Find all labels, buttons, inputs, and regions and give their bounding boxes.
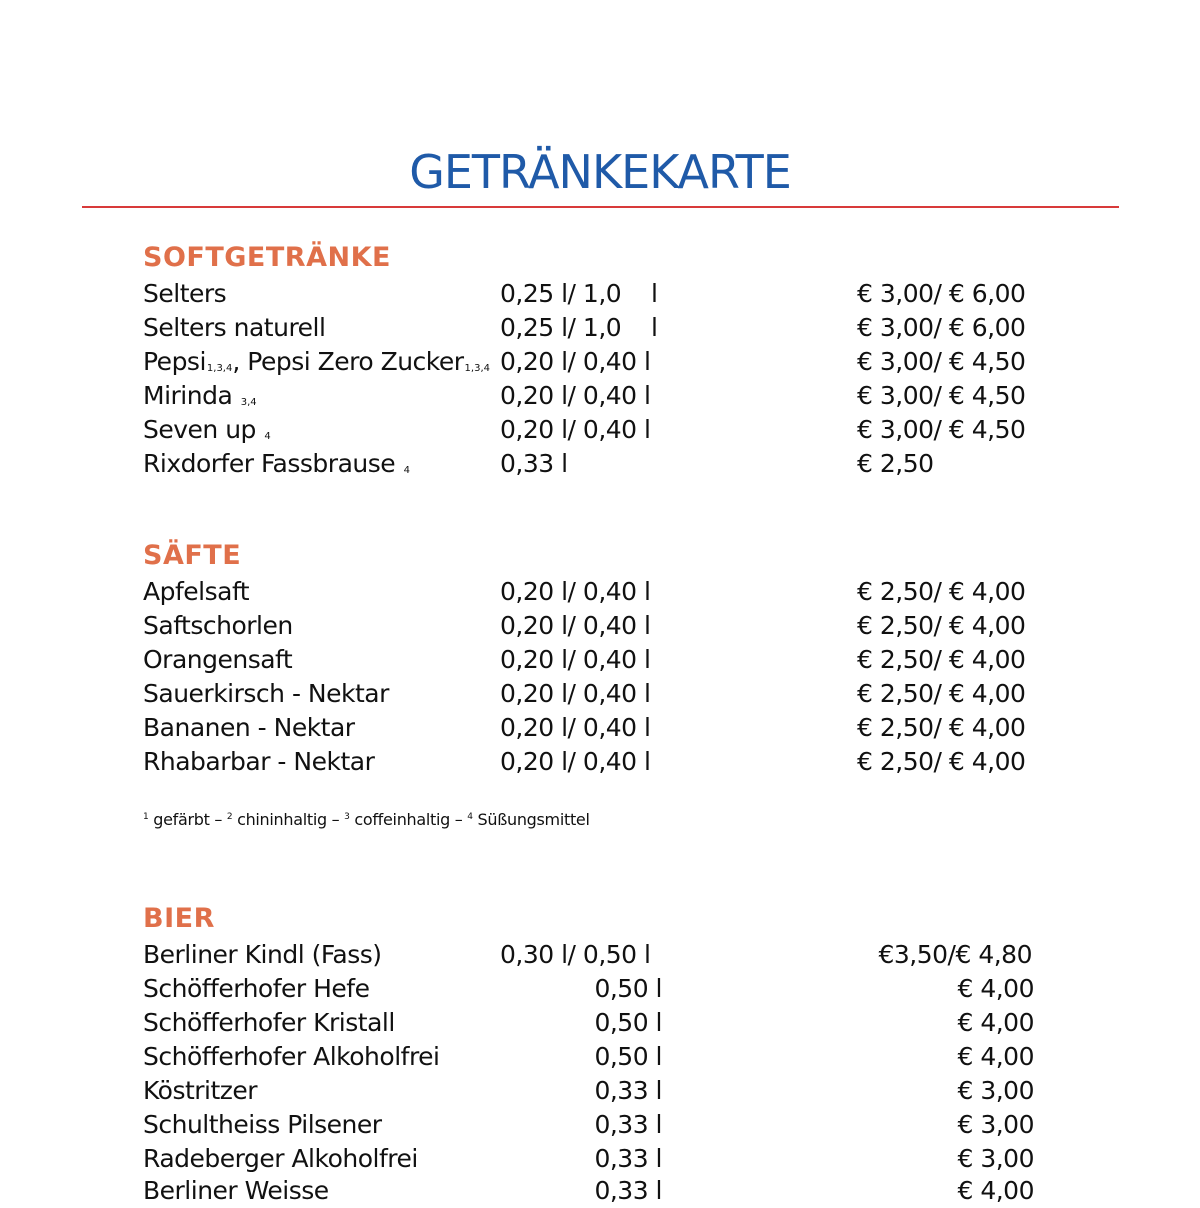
allergen-note: 4 [403,465,410,476]
item-name: Selters naturell [143,313,326,342]
item-volume: 0,25 l/ 1,0 l [500,279,658,308]
item-price: € 3,00 [957,1110,1034,1139]
item-price: € 2,50/ € 4,00 [857,645,1026,674]
section-heading-juices: SÄFTE [143,540,242,571]
page-title: GETRÄNKEKARTE [409,145,791,199]
menu-item [0,1074,1200,1108]
item-name: Mirinda $_{3,4}$ [143,381,257,410]
allergen-note: 3,4 [240,397,257,408]
section-heading-beer: BIER [143,903,215,934]
menu-item [0,1174,1200,1208]
item-price: € 4,00 [957,1176,1034,1205]
title-divider [82,206,1119,208]
item-volume: 0,20 l/ 0,40 l [500,645,651,674]
item-name: Köstritzer [143,1076,258,1105]
item-price: €3,50/€ 4,80 [878,940,1032,969]
allergen-note: 1,3,4 [206,363,233,374]
item-name: Rixdorfer Fassbrause $_4$ [143,449,410,478]
menu-item [0,447,1200,481]
menu-item [0,711,1200,745]
item-price: € 4,00 [957,974,1034,1003]
menu-item [0,345,1200,379]
menu-item [0,972,1200,1006]
item-volume: 0,20 l/ 0,40 l [500,713,651,742]
item-price: € 2,50/ € 4,00 [857,611,1026,640]
item-volume: 0,20 l/ 0,40 l [500,381,651,410]
item-name: Sauerkirsch - Nektar [143,679,389,708]
item-volume: 0,25 l/ 1,0 l [500,313,658,342]
item-name: Saftschorlen [143,611,293,640]
item-price: € 3,00 [957,1076,1034,1105]
menu-item [0,1142,1200,1176]
item-volume: 0,20 l/ 0,40 l [500,611,651,640]
menu-item [0,379,1200,413]
item-volume: 0,20 l/ 0,40 l [500,679,651,708]
item-price: € 4,00 [957,1008,1034,1037]
item-name: Rhabarbar - Nektar [143,747,375,776]
item-name: Schöfferhofer Kristall [143,1008,395,1037]
section-heading-softdrinks: SOFTGETRÄNKE [143,242,391,273]
item-volume: 0,50 l [594,974,662,1003]
item-volume: 0,20 l/ 0,40 l [500,577,651,606]
item-volume: 0,33 l [594,1076,662,1105]
item-name: Orangensaft [143,645,293,674]
menu-item [0,1108,1200,1142]
item-volume: 0,33 l [594,1110,662,1139]
menu-item [0,1006,1200,1040]
menu-item [0,609,1200,643]
item-price: € 3,00/ € 6,00 [857,313,1026,342]
item-volume: 0,20 l/ 0,40 l [500,747,651,776]
item-volume: 0,50 l [594,1042,662,1071]
menu-item [0,938,1200,972]
item-name: Berliner Weisse [143,1176,329,1205]
item-price: € 2,50/ € 4,00 [857,679,1026,708]
item-name: Selters [143,279,227,308]
menu-item [0,1040,1200,1074]
item-volume: 0,20 l/ 0,40 l [500,415,651,444]
menu-item [0,745,1200,779]
menu-item [0,413,1200,447]
allergen-note: 1,3,4 [464,363,490,374]
item-volume: 0,30 l/ 0,50 l [500,940,651,969]
item-volume: 0,50 l [594,1008,662,1037]
allergen-note: 4 [264,431,271,442]
item-name: Schultheiss Pilsener [143,1110,382,1139]
item-price: € 3,00/ € 4,50 [857,381,1026,410]
item-price: € 4,00 [957,1042,1034,1071]
item-price: € 3,00/ € 4,50 [857,415,1026,444]
menu-item [0,575,1200,609]
item-price: € 3,00/ € 4,50 [857,347,1026,376]
item-price: € 2,50 [857,449,934,478]
menu-item [0,277,1200,311]
item-name: Schöfferhofer Alkoholfrei [143,1042,440,1071]
menu-item [0,311,1200,345]
allergen-footnote: $^1$ gefärbt – $^2$ chininhaltig – $^3$ coffeinhaltig – $^4$ Süßungsmittel [143,810,590,829]
item-price: € 2,50/ € 4,00 [857,713,1026,742]
item-name: Berliner Kindl (Fass) [143,940,382,969]
item-name: Bananen - Nektar [143,713,355,742]
item-volume: 0,20 l/ 0,40 l [500,347,651,376]
item-volume: 0,33 l [594,1144,662,1173]
menu-item [0,677,1200,711]
item-price: € 2,50/ € 4,00 [857,577,1026,606]
item-name: Apfelsaft [143,577,250,606]
item-volume: 0,33 l [594,1176,662,1205]
item-price: € 3,00/ € 6,00 [857,279,1026,308]
item-name: Pepsi$_{1,3,4}$, Pepsi Zero Zucker$_{1,3,4}$ [143,347,490,376]
item-price: € 2,50/ € 4,00 [857,747,1026,776]
menu-item [0,643,1200,677]
item-price: € 3,00 [957,1144,1034,1173]
item-name: Radeberger Alkoholfrei [143,1144,418,1173]
item-name: Schöfferhofer Hefe [143,974,370,1003]
item-name: Seven up $_4$ [143,415,271,444]
item-volume: 0,33 l [500,449,568,478]
